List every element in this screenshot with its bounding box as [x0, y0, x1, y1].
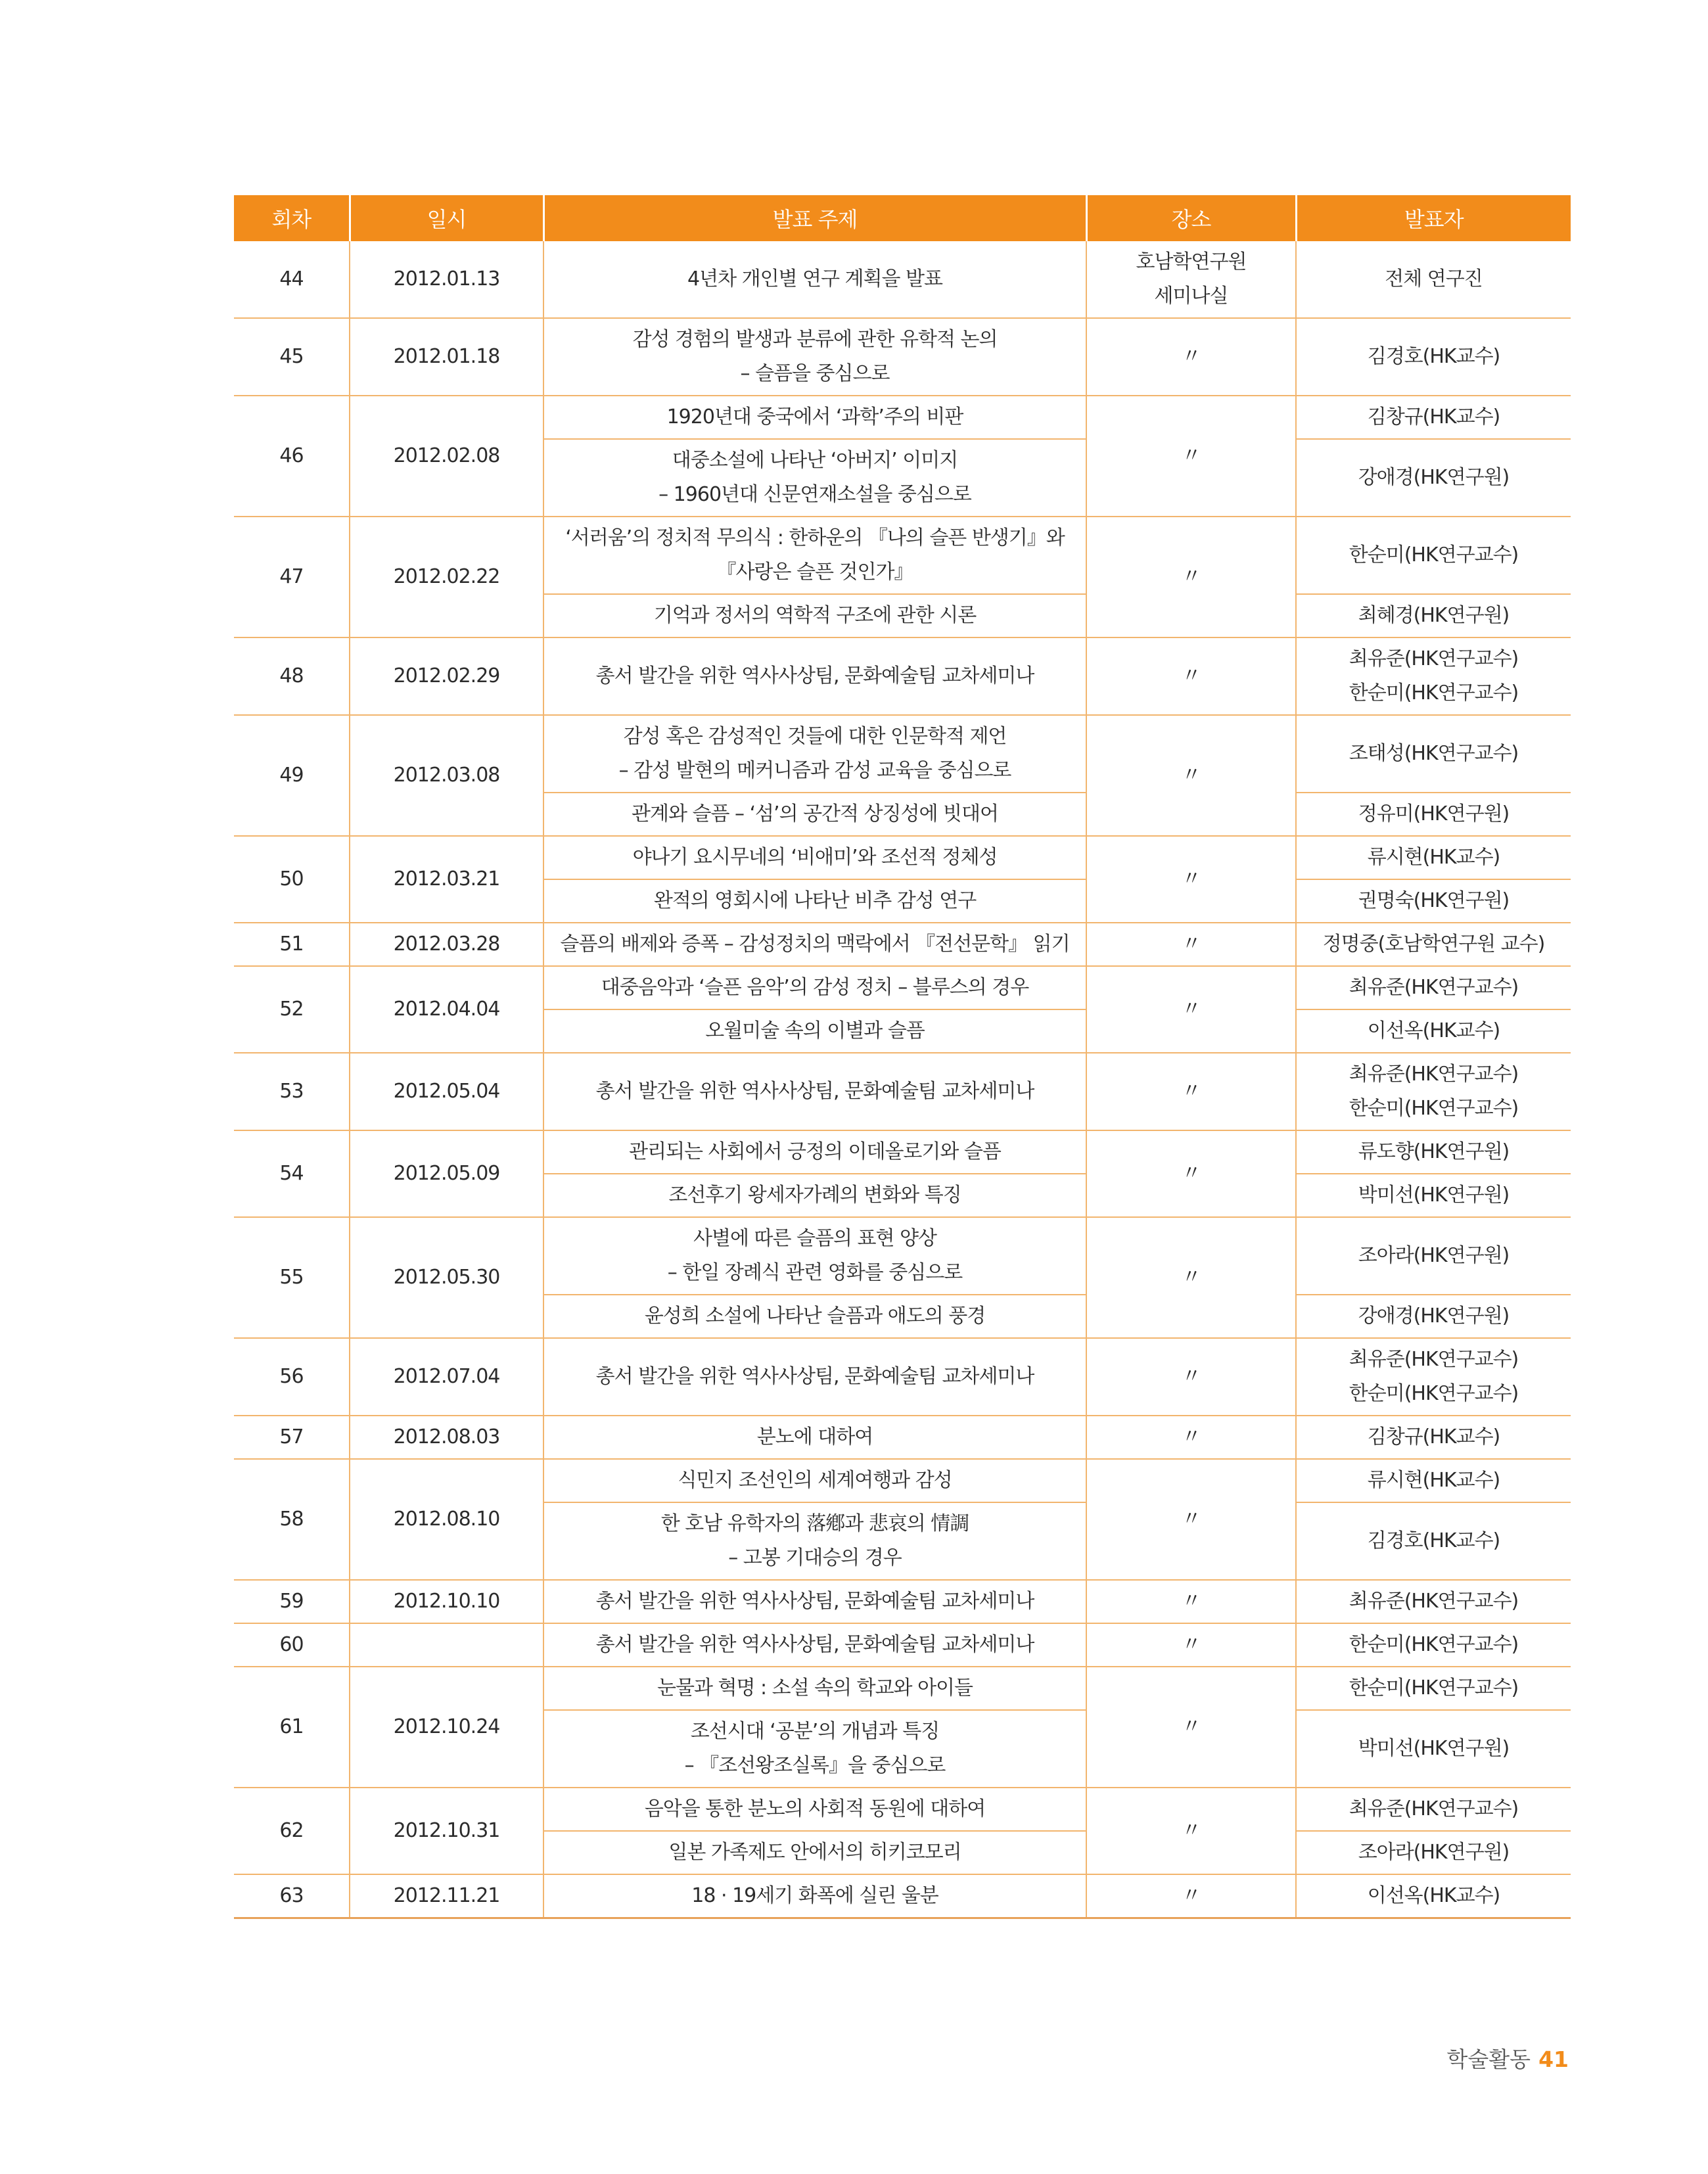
- date-cell: 2012.01.18: [350, 318, 543, 396]
- session-number-cell: 47: [234, 517, 350, 637]
- presenter-cell: 조태성(HK연구교수): [1296, 715, 1571, 793]
- presenter-cell: 류시현(HK교수): [1296, 836, 1571, 879]
- presenter-cell: 강애경(HK연구원): [1296, 439, 1571, 517]
- date-cell: 2012.05.30: [350, 1217, 543, 1338]
- presenter-cell: 김창규(HK교수): [1296, 396, 1571, 439]
- topic-cell: 기억과 정서의 역학적 구조에 관한 시론: [543, 594, 1086, 637]
- topic-cell: 총서 발간을 위한 역사사상팀, 문화예술팀 교차세미나: [543, 1053, 1086, 1130]
- page-number: 41: [1538, 2047, 1569, 2072]
- session-number-cell: 62: [234, 1788, 350, 1874]
- table-row: [234, 715, 1571, 793]
- presenter-cell: 조아라(HK연구원): [1296, 1831, 1571, 1874]
- page-footer: [1447, 2043, 1569, 2073]
- table-row: [234, 396, 1571, 439]
- table-row: [234, 1459, 1571, 1502]
- date-cell: [350, 1623, 543, 1667]
- session-number-cell: 57: [234, 1416, 350, 1459]
- table-row: [234, 1416, 1571, 1459]
- table-row: [234, 318, 1571, 396]
- place-cell: 〃: [1086, 1580, 1296, 1623]
- presenter-cell: 한순미(HK연구교수): [1296, 1623, 1571, 1667]
- topic-cell: 감성 혹은 감성적인 것들에 대한 인문학적 제언 – 감성 발현의 메커니즘과 감성 교육을 중심으로: [543, 715, 1086, 793]
- place-cell: 〃: [1086, 1053, 1296, 1130]
- column-header-topic: 발표 주제: [543, 195, 1086, 241]
- presenter-cell: 박미선(HK연구원): [1296, 1174, 1571, 1217]
- session-number-cell: 52: [234, 966, 350, 1053]
- table-body: [234, 241, 1571, 1918]
- place-cell: 〃: [1086, 1788, 1296, 1874]
- place-cell: 〃: [1086, 836, 1296, 923]
- presenter-cell: 조아라(HK연구원): [1296, 1217, 1571, 1295]
- session-number-cell: 45: [234, 318, 350, 396]
- table-row: [234, 1130, 1571, 1174]
- session-number-cell: 63: [234, 1874, 350, 1918]
- presenter-cell: 권명숙(HK연구원): [1296, 879, 1571, 923]
- date-cell: 2012.02.29: [350, 637, 543, 715]
- presenter-cell: 김경호(HK교수): [1296, 318, 1571, 396]
- presenter-cell: 최혜경(HK연구원): [1296, 594, 1571, 637]
- session-number-cell: 59: [234, 1580, 350, 1623]
- place-cell: 호남학연구원 세미나실: [1086, 241, 1296, 318]
- place-cell: 〃: [1086, 715, 1296, 836]
- topic-cell: 조선시대 ‘공분’의 개념과 특징 – 『조선왕조실록』을 중심으로: [543, 1710, 1086, 1788]
- session-number-cell: 55: [234, 1217, 350, 1338]
- topic-cell: 눈물과 혁명 : 소설 속의 학교와 아이들: [543, 1667, 1086, 1710]
- presenter-cell: 최유준(HK연구교수): [1296, 966, 1571, 1009]
- date-cell: 2012.04.04: [350, 966, 543, 1053]
- presenter-cell: 이선옥(HK교수): [1296, 1009, 1571, 1053]
- table-row: [234, 1217, 1571, 1295]
- table-row: [234, 1874, 1571, 1918]
- topic-cell: 관리되는 사회에서 긍정의 이데올로기와 슬픔: [543, 1130, 1086, 1174]
- place-cell: 〃: [1086, 966, 1296, 1053]
- topic-cell: 1920년대 중국에서 ‘과학’주의 비판: [543, 396, 1086, 439]
- presenter-cell: 최유준(HK연구교수) 한순미(HK연구교수): [1296, 637, 1571, 715]
- session-number-cell: 61: [234, 1667, 350, 1788]
- date-cell: 2012.01.13: [350, 241, 543, 318]
- date-cell: 2012.08.03: [350, 1416, 543, 1459]
- place-cell: 〃: [1086, 1338, 1296, 1416]
- place-cell: 〃: [1086, 1130, 1296, 1217]
- topic-cell: 대중음악과 ‘슬픈 음악’의 감성 정치 – 블루스의 경우: [543, 966, 1086, 1009]
- presenter-cell: 류도향(HK연구원): [1296, 1130, 1571, 1174]
- topic-cell: 음악을 통한 분노의 사회적 동원에 대하여: [543, 1788, 1086, 1831]
- topic-cell: 관계와 슬픔 – ‘섬’의 공간적 상징성에 빗대어: [543, 793, 1086, 836]
- table-row: [234, 1053, 1571, 1130]
- topic-cell: 총서 발간을 위한 역사사상팀, 문화예술팀 교차세미나: [543, 637, 1086, 715]
- table-row: [234, 517, 1571, 594]
- date-cell: 2012.10.10: [350, 1580, 543, 1623]
- session-number-cell: 50: [234, 836, 350, 923]
- place-cell: 〃: [1086, 318, 1296, 396]
- topic-cell: 윤성희 소설에 나타난 슬픔과 애도의 풍경: [543, 1295, 1086, 1338]
- topic-cell: 식민지 조선인의 세계여행과 감성: [543, 1459, 1086, 1502]
- presenter-cell: 김창규(HK교수): [1296, 1416, 1571, 1459]
- topic-cell: 총서 발간을 위한 역사사상팀, 문화예술팀 교차세미나: [543, 1338, 1086, 1416]
- topic-cell: 야나기 요시무네의 ‘비애미’와 조선적 정체성: [543, 836, 1086, 879]
- topic-cell: ‘서러움’의 정치적 무의식 : 한하운의 『나의 슬픈 반생기』와 『사랑은 슬픈 것인가』: [543, 517, 1086, 594]
- table-row: [234, 966, 1571, 1009]
- presenter-cell: 최유준(HK연구교수): [1296, 1788, 1571, 1831]
- place-cell: 〃: [1086, 1874, 1296, 1918]
- session-number-cell: 54: [234, 1130, 350, 1217]
- date-cell: 2012.02.08: [350, 396, 543, 517]
- table-row: [234, 637, 1571, 715]
- table-row: [234, 1788, 1571, 1831]
- topic-cell: 조선후기 왕세자가례의 변화와 특징: [543, 1174, 1086, 1217]
- footer-section-label: 학술활동: [1446, 2047, 1531, 2072]
- column-header-place: 장소: [1086, 195, 1296, 241]
- place-cell: 〃: [1086, 396, 1296, 517]
- column-header-date: 일시: [350, 195, 543, 241]
- topic-cell: 감성 경험의 발생과 분류에 관한 유학적 논의 – 슬픔을 중심으로: [543, 318, 1086, 396]
- topic-cell: 분노에 대하여: [543, 1416, 1086, 1459]
- presenter-cell: 정명중(호남학연구원 교수): [1296, 923, 1571, 966]
- topic-cell: 한 호남 유학자의 落鄕과 悲哀의 情調 – 고봉 기대승의 경우: [543, 1502, 1086, 1580]
- date-cell: 2012.08.10: [350, 1459, 543, 1580]
- topic-cell: 총서 발간을 위한 역사사상팀, 문화예술팀 교차세미나: [543, 1623, 1086, 1667]
- table-row: [234, 1338, 1571, 1416]
- date-cell: 2012.02.22: [350, 517, 543, 637]
- session-number-cell: 60: [234, 1623, 350, 1667]
- presenter-cell: 최유준(HK연구교수) 한순미(HK연구교수): [1296, 1338, 1571, 1416]
- table-row: [234, 241, 1571, 318]
- date-cell: 2012.03.08: [350, 715, 543, 836]
- session-number-cell: 53: [234, 1053, 350, 1130]
- date-cell: 2012.05.04: [350, 1053, 543, 1130]
- presenter-cell: 전체 연구진: [1296, 241, 1571, 318]
- session-number-cell: 44: [234, 241, 350, 318]
- place-cell: 〃: [1086, 1416, 1296, 1459]
- date-cell: 2012.11.21: [350, 1874, 543, 1918]
- place-cell: 〃: [1086, 923, 1296, 966]
- place-cell: 〃: [1086, 1459, 1296, 1580]
- presenter-cell: 박미선(HK연구원): [1296, 1710, 1571, 1788]
- presenter-cell: 류시현(HK교수): [1296, 1459, 1571, 1502]
- place-cell: 〃: [1086, 1667, 1296, 1788]
- date-cell: 2012.10.24: [350, 1667, 543, 1788]
- topic-cell: 사별에 따른 슬픔의 표현 양상 – 한일 장례식 관련 영화를 중심으로: [543, 1217, 1086, 1295]
- place-cell: 〃: [1086, 517, 1296, 637]
- session-number-cell: 48: [234, 637, 350, 715]
- seminar-schedule-table: [234, 195, 1571, 1919]
- topic-cell: 슬픔의 배제와 증폭 – 감성정치의 맥락에서 『전선문학』 읽기: [543, 923, 1086, 966]
- session-number-cell: 58: [234, 1459, 350, 1580]
- presenter-cell: 정유미(HK연구원): [1296, 793, 1571, 836]
- session-number-cell: 56: [234, 1338, 350, 1416]
- column-header-session: 회차: [234, 195, 350, 241]
- date-cell: 2012.03.21: [350, 836, 543, 923]
- date-cell: 2012.07.04: [350, 1338, 543, 1416]
- date-cell: 2012.10.31: [350, 1788, 543, 1874]
- session-number-cell: 46: [234, 396, 350, 517]
- table-row: [234, 836, 1571, 879]
- topic-cell: 일본 가족제도 안에서의 히키코모리: [543, 1831, 1086, 1874]
- table-row: [234, 1580, 1571, 1623]
- table-row: [234, 923, 1571, 966]
- presenter-cell: 강애경(HK연구원): [1296, 1295, 1571, 1338]
- place-cell: 〃: [1086, 1623, 1296, 1667]
- topic-cell: 총서 발간을 위한 역사사상팀, 문화예술팀 교차세미나: [543, 1580, 1086, 1623]
- place-cell: 〃: [1086, 1217, 1296, 1338]
- date-cell: 2012.05.09: [350, 1130, 543, 1217]
- presenter-cell: 한순미(HK연구교수): [1296, 1667, 1571, 1710]
- presenter-cell: 이선옥(HK교수): [1296, 1874, 1571, 1918]
- presenter-cell: 최유준(HK연구교수) 한순미(HK연구교수): [1296, 1053, 1571, 1130]
- table-row: [234, 1623, 1571, 1667]
- topic-cell: 오월미술 속의 이별과 슬픔: [543, 1009, 1086, 1053]
- presenter-cell: 한순미(HK연구교수): [1296, 517, 1571, 594]
- session-number-cell: 51: [234, 923, 350, 966]
- column-header-presenter: 발표자: [1296, 195, 1571, 241]
- topic-cell: 대중소설에 나타난 ‘아버지’ 이미지 – 1960년대 신문연재소설을 중심으로: [543, 439, 1086, 517]
- presenter-cell: 김경호(HK교수): [1296, 1502, 1571, 1580]
- topic-cell: 18 · 19세기 화폭에 실린 울분: [543, 1874, 1086, 1918]
- presenter-cell: 최유준(HK연구교수): [1296, 1580, 1571, 1623]
- topic-cell: 4년차 개인별 연구 계획을 발표: [543, 241, 1086, 318]
- place-cell: 〃: [1086, 637, 1296, 715]
- table-row: [234, 1667, 1571, 1710]
- session-number-cell: 49: [234, 715, 350, 836]
- date-cell: 2012.03.28: [350, 923, 543, 966]
- table-header-row: [234, 195, 1571, 241]
- topic-cell: 완적의 영회시에 나타난 비추 감성 연구: [543, 879, 1086, 923]
